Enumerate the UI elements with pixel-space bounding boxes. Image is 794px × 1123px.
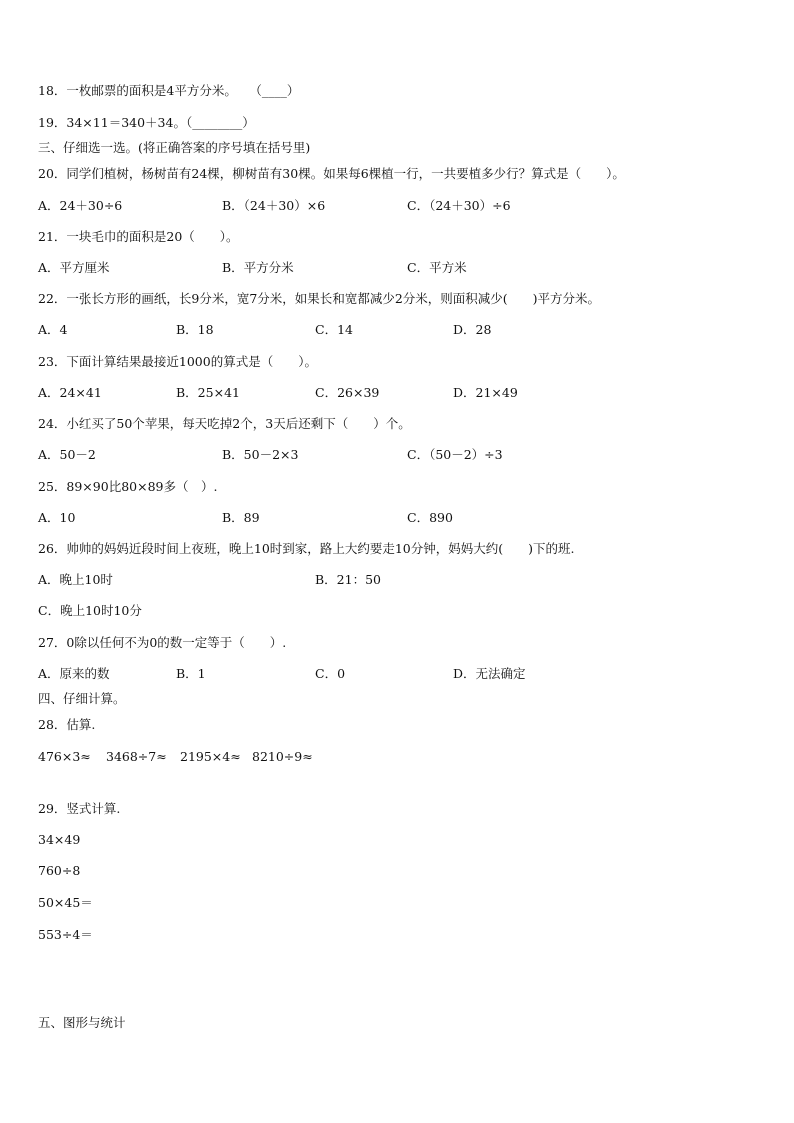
question-24-stem: 24．小红买了50个苹果，每天吃掉2个，3天后还剩下（ ）个。 <box>38 416 411 431</box>
q28-item-4: 8210÷9≈ <box>252 749 313 764</box>
q28-item-3: 2195×4≈ <box>180 749 241 764</box>
q25-option-c: C．890 <box>407 510 453 525</box>
q28-item-1: 476×3≈ <box>38 749 91 764</box>
section-5-heading: 五、图形与统计 <box>38 1015 126 1030</box>
q27-option-b: B．1 <box>176 666 206 681</box>
q29-item-1: 34×49 <box>38 832 81 847</box>
q29-item-4: 553÷4＝ <box>38 927 93 942</box>
q22-option-d: D．28 <box>453 322 492 337</box>
section-4-heading: 四、仔细计算。 <box>38 691 126 706</box>
q28-item-2: 3468÷7≈ <box>106 749 167 764</box>
q22-option-c: C．14 <box>315 322 353 337</box>
q25-option-b: B．89 <box>222 510 260 525</box>
question-29-stem: 29．竖式计算. <box>38 801 121 816</box>
q27-option-c: C．0 <box>315 666 346 681</box>
q29-item-3: 50×45＝ <box>38 895 93 910</box>
q26-option-b: B．21：50 <box>315 572 381 587</box>
q24-option-a: A．50－2 <box>38 447 96 462</box>
question-22-stem: 22．一张长方形的画纸，长9分米，宽7分米，如果长和宽都减少2分米，则面积减少( )平方分米。 <box>38 291 601 306</box>
question-27-stem: 27．0除以任何不为0的数一定等于（ ）. <box>38 635 287 650</box>
q25-option-a: A．10 <box>38 510 76 525</box>
q21-option-b: B．平方分米 <box>222 260 294 275</box>
section-3-heading: 三、仔细选一选。(将正确答案的序号填在括号里) <box>38 140 311 155</box>
q26-option-c: C．晚上10时10分 <box>38 603 142 618</box>
question-23-stem: 23．下面计算结果最接近1000的算式是（ ）。 <box>38 354 317 369</box>
question-20-stem: 20．同学们植树，杨树苗有24棵，柳树苗有30棵。如果每6棵植一行，一共要植多少行？算式是（ ）。 <box>38 166 625 181</box>
q21-option-a: A．平方厘米 <box>38 260 110 275</box>
q24-option-b: B．50－2×3 <box>222 447 299 462</box>
q22-option-a: A．4 <box>38 322 68 337</box>
question-19: 19．34×11＝340＋34。（________） <box>38 115 255 130</box>
q23-option-b: B．25×41 <box>176 385 240 400</box>
q22-option-b: B．18 <box>176 322 214 337</box>
question-21-stem: 21．一块毛巾的面积是20（ ）。 <box>38 229 239 244</box>
q21-option-c: C．平方米 <box>407 260 467 275</box>
q27-option-d: D．无法确定 <box>453 666 526 681</box>
question-18: 18．一枚邮票的面积是4平方分米。 （____） <box>38 83 300 98</box>
q20-option-c: C．（24＋30）÷6 <box>407 198 511 213</box>
question-28-stem: 28．估算. <box>38 717 96 732</box>
q27-option-a: A．原来的数 <box>38 666 110 681</box>
q24-option-c: C．（50－2）÷3 <box>407 447 503 462</box>
q26-option-a: A．晚上10时 <box>38 572 113 587</box>
question-25-stem: 25．89×90比80×89多（ ）. <box>38 479 218 494</box>
q23-option-c: C．26×39 <box>315 385 380 400</box>
q20-option-b: B．（24＋30）×6 <box>222 198 326 213</box>
q29-item-2: 760÷8 <box>38 863 81 878</box>
q23-option-a: A．24×41 <box>38 385 102 400</box>
q23-option-d: D．21×49 <box>453 385 518 400</box>
q20-option-a: A．24＋30÷6 <box>38 198 123 213</box>
question-26-stem: 26．帅帅的妈妈近段时间上夜班，晚上10时到家，路上大约要走10分钟，妈妈大约( )下的班. <box>38 541 575 556</box>
